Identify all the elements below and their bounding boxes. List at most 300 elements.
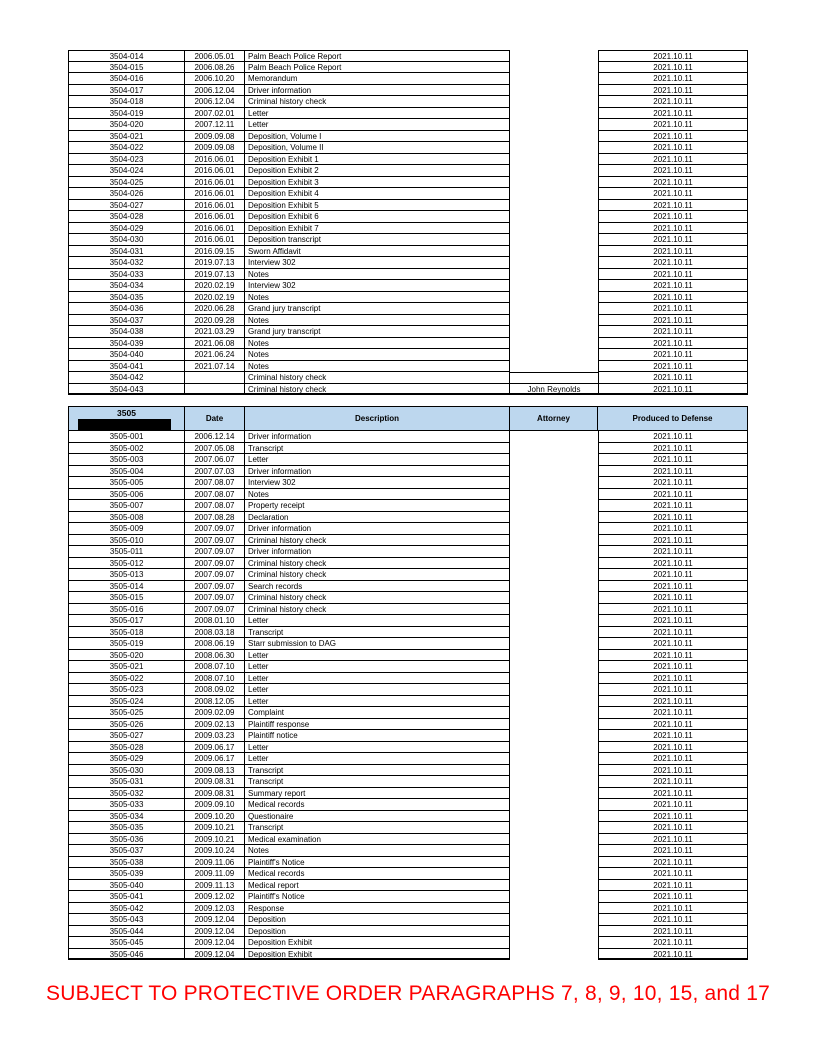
doc-id-cell: 3504-033 [68,269,185,281]
doc-id-cell: 3504-036 [68,303,185,315]
table-row [68,154,748,166]
doc-id-cell: 3505-030 [68,765,185,777]
description-cell: Summary report [245,788,510,800]
doc-id-cell: 3504-024 [68,165,185,177]
produced-cell: 2021.10.11 [598,443,748,455]
date-cell: 2021.06.08 [185,338,245,350]
description-cell: Deposition Exhibit 4 [245,188,510,200]
date-cell: 2006.12.04 [185,96,245,108]
attorney-cell [510,349,598,361]
doc-id-cell: 3505-021 [68,661,185,673]
description-cell: Driver information [245,85,510,97]
table-row [68,949,748,961]
doc-id-cell: 3505-008 [68,512,185,524]
attorney-cell [510,799,598,811]
date-cell: 2006.10.20 [185,73,245,85]
doc-id-cell: 3505-024 [68,696,185,708]
description-cell: Search records [245,581,510,593]
doc-id-cell: 3505-027 [68,730,185,742]
date-cell: 2008.07.10 [185,661,245,673]
doc-id-cell: 3505-015 [68,592,185,604]
exhibit-table-3504 [68,50,748,395]
date-cell: 2008.03.18 [185,627,245,639]
description-cell: Deposition Exhibit 3 [245,177,510,189]
description-cell: Criminal history check [245,372,510,384]
produced-cell: 2021.10.11 [598,431,748,443]
doc-id-cell: 3505-003 [68,454,185,466]
table-row [68,650,748,662]
date-cell: 2009.12.04 [185,914,245,926]
table-row [68,62,748,74]
table-row [68,372,748,384]
table-row [68,822,748,834]
attorney-cell [510,684,598,696]
table-row [68,903,748,915]
doc-id-cell: 3505-037 [68,845,185,857]
description-cell: Deposition Exhibit 1 [245,154,510,166]
redaction-bar [78,419,171,430]
produced-cell: 2021.10.11 [598,742,748,754]
produced-cell: 2021.10.11 [598,188,748,200]
attorney-cell [510,200,598,212]
description-cell: Letter [245,673,510,685]
table-row [68,857,748,869]
attorney-cell [510,661,598,673]
table-row [68,477,748,489]
date-cell: 2007.09.07 [185,604,245,616]
table-row [68,142,748,154]
attorney-cell [510,880,598,892]
attorney-cell [510,165,598,177]
date-cell: 2009.08.31 [185,788,245,800]
date-cell: 2009.03.23 [185,730,245,742]
date-cell: 2006.05.01 [185,50,245,62]
date-cell: 2020.02.19 [185,292,245,304]
table-row [68,361,748,373]
date-cell: 2009.02.09 [185,707,245,719]
description-cell: Letter [245,650,510,662]
attorney-cell [510,131,598,143]
attorney-cell [510,581,598,593]
doc-id-cell: 3505-029 [68,753,185,765]
doc-id-cell: 3505-014 [68,581,185,593]
header-produced-to-defense: Produced to Defense [598,406,748,431]
date-cell: 2021.06.24 [185,349,245,361]
produced-cell: 2021.10.11 [598,372,748,384]
produced-cell: 2021.10.11 [598,85,748,97]
produced-cell: 2021.10.11 [598,303,748,315]
doc-id-cell: 3504-034 [68,280,185,292]
produced-cell: 2021.10.11 [598,788,748,800]
doc-id-cell: 3504-031 [68,246,185,258]
attorney-cell [510,696,598,708]
doc-id-cell: 3504-026 [68,188,185,200]
date-cell: 2007.08.07 [185,477,245,489]
date-cell: 2016.06.01 [185,188,245,200]
date-cell: 2008.07.10 [185,673,245,685]
produced-cell: 2021.10.11 [598,604,748,616]
description-cell: Grand jury transcript [245,326,510,338]
date-cell: 2020.09.28 [185,315,245,327]
date-cell: 2020.02.19 [185,280,245,292]
produced-cell: 2021.10.11 [598,592,748,604]
table-row [68,188,748,200]
doc-id-cell: 3505-028 [68,742,185,754]
table-row [68,581,748,593]
doc-id-cell: 3505-025 [68,707,185,719]
table-row [68,315,748,327]
produced-cell: 2021.10.11 [598,349,748,361]
doc-id-cell: 3504-041 [68,361,185,373]
doc-id-cell: 3505-012 [68,558,185,570]
produced-cell: 2021.10.11 [598,211,748,223]
doc-id-cell: 3505-045 [68,937,185,949]
doc-id-cell: 3504-025 [68,177,185,189]
date-cell: 2007.09.07 [185,558,245,570]
attorney-cell [510,142,598,154]
description-cell: Driver information [245,546,510,558]
description-cell: Notes [245,292,510,304]
attorney-cell [510,673,598,685]
date-cell: 2008.12.05 [185,696,245,708]
attorney-cell [510,546,598,558]
description-cell: Criminal history check [245,384,510,396]
description-cell: Criminal history check [245,558,510,570]
doc-id-cell: 3505-038 [68,857,185,869]
date-cell: 2008.09.02 [185,684,245,696]
attorney-cell [510,857,598,869]
description-cell: Notes [245,269,510,281]
doc-id-cell: 3505-005 [68,477,185,489]
date-cell: 2009.12.04 [185,926,245,938]
doc-id-cell: 3505-042 [68,903,185,915]
date-cell: 2021.07.14 [185,361,245,373]
attorney-cell [510,834,598,846]
attorney-cell [510,246,598,258]
doc-id-cell: 3505-010 [68,535,185,547]
produced-cell: 2021.10.11 [598,661,748,673]
produced-cell: 2021.10.11 [598,512,748,524]
attorney-cell [510,627,598,639]
doc-id-cell: 3504-016 [68,73,185,85]
attorney-cell [510,523,598,535]
attorney-cell [510,776,598,788]
attorney-cell [510,280,598,292]
produced-cell: 2021.10.11 [598,177,748,189]
attorney-cell [510,730,598,742]
attorney-cell [510,338,598,350]
produced-cell: 2021.10.11 [598,822,748,834]
date-cell: 2009.08.31 [185,776,245,788]
description-cell: Letter [245,615,510,627]
date-cell: 2009.09.08 [185,142,245,154]
date-cell: 2007.08.28 [185,512,245,524]
doc-id-cell: 3504-042 [68,372,185,384]
doc-id-cell: 3505-006 [68,489,185,501]
date-cell: 2009.06.17 [185,742,245,754]
date-cell: 2007.02.01 [185,108,245,120]
table-row [68,926,748,938]
attorney-cell [510,512,598,524]
produced-cell: 2021.10.11 [598,50,748,62]
date-cell: 2009.10.20 [185,811,245,823]
description-cell: Plaintiff's Notice [245,891,510,903]
header-doc-id-label: 3505 [117,408,136,418]
table-row [68,326,748,338]
attorney-cell [510,108,598,120]
table-row [68,788,748,800]
table-row [68,753,748,765]
table-row [68,707,748,719]
description-cell: Criminal history check [245,592,510,604]
produced-cell: 2021.10.11 [598,730,748,742]
produced-cell: 2021.10.11 [598,96,748,108]
date-cell [185,372,245,384]
table-row [68,673,748,685]
attorney-cell [510,361,598,373]
description-cell: Letter [245,696,510,708]
date-cell: 2007.09.07 [185,581,245,593]
attorney-cell [510,303,598,315]
table-row [68,349,748,361]
date-cell: 2007.12.11 [185,119,245,131]
date-cell: 2016.06.01 [185,234,245,246]
produced-cell: 2021.10.11 [598,361,748,373]
produced-cell: 2021.10.11 [598,257,748,269]
doc-id-cell: 3504-021 [68,131,185,143]
table-row [68,834,748,846]
description-cell: Notes [245,349,510,361]
description-cell: Medical report [245,880,510,892]
description-cell: Interview 302 [245,477,510,489]
produced-cell: 2021.10.11 [598,62,748,74]
attorney-cell [510,592,598,604]
doc-id-cell: 3504-037 [68,315,185,327]
doc-id-cell: 3505-023 [68,684,185,696]
produced-cell: 2021.10.11 [598,466,748,478]
description-cell: Deposition Exhibit 7 [245,223,510,235]
doc-id-cell: 3504-030 [68,234,185,246]
doc-id-cell: 3504-032 [68,257,185,269]
table-row [68,96,748,108]
doc-id-cell: 3505-033 [68,799,185,811]
attorney-cell [510,558,598,570]
attorney-cell [510,211,598,223]
attorney-cell [510,937,598,949]
table-row [68,211,748,223]
table-row [68,512,748,524]
attorney-cell [510,188,598,200]
doc-id-cell: 3505-018 [68,627,185,639]
date-cell: 2009.02.13 [185,719,245,731]
produced-cell: 2021.10.11 [598,489,748,501]
table-row [68,223,748,235]
doc-id-cell: 3505-031 [68,776,185,788]
doc-id-cell: 3505-035 [68,822,185,834]
description-cell: Palm Beach Police Report [245,62,510,74]
table-header-row [68,406,748,431]
table-row [68,742,748,754]
description-cell: Driver information [245,466,510,478]
date-cell: 2020.06.28 [185,303,245,315]
doc-id-cell: 3504-028 [68,211,185,223]
exhibit-table-3505 [68,406,748,960]
doc-id-cell: 3504-018 [68,96,185,108]
date-cell: 2009.11.13 [185,880,245,892]
date-cell: 2008.01.10 [185,615,245,627]
table-row [68,200,748,212]
attorney-cell [510,62,598,74]
description-cell: Deposition, Volume II [245,142,510,154]
description-cell: Transcript [245,627,510,639]
produced-cell: 2021.10.11 [598,246,748,258]
attorney-cell [510,903,598,915]
doc-id-cell: 3504-040 [68,349,185,361]
attorney-cell [510,454,598,466]
produced-cell: 2021.10.11 [598,581,748,593]
produced-cell: 2021.10.11 [598,500,748,512]
attorney-cell [510,257,598,269]
date-cell: 2007.08.07 [185,500,245,512]
attorney-cell [510,223,598,235]
produced-cell: 2021.10.11 [598,234,748,246]
table-row [68,627,748,639]
attorney-cell [510,719,598,731]
attorney-cell [510,707,598,719]
attorney-cell [510,604,598,616]
description-cell: Plaintiff notice [245,730,510,742]
description-cell: Letter [245,742,510,754]
table-row [68,719,748,731]
date-cell: 2009.12.02 [185,891,245,903]
doc-id-cell: 3504-019 [68,108,185,120]
table-row [68,535,748,547]
date-cell: 2009.10.21 [185,834,245,846]
produced-cell: 2021.10.11 [598,384,748,396]
table-row [68,799,748,811]
description-cell: Medical records [245,868,510,880]
produced-cell: 2021.10.11 [598,949,748,961]
table-row [68,257,748,269]
table-row [68,280,748,292]
doc-id-cell: 3505-022 [68,673,185,685]
table-row [68,914,748,926]
date-cell: 2006.12.04 [185,85,245,97]
attorney-cell: John Reynolds [510,384,598,396]
doc-id-cell: 3505-026 [68,719,185,731]
protective-order-notice: SUBJECT TO PROTECTIVE ORDER PARAGRAPHS 7, 8, 9, 10, 15, and 17 [46,982,770,1005]
attorney-cell [510,742,598,754]
doc-id-cell: 3505-043 [68,914,185,926]
doc-id-cell: 3505-009 [68,523,185,535]
attorney-cell [510,234,598,246]
doc-id-cell: 3504-022 [68,142,185,154]
table-row [68,338,748,350]
description-cell: Notes [245,361,510,373]
produced-cell: 2021.10.11 [598,707,748,719]
table-row [68,431,748,443]
produced-cell: 2021.10.11 [598,200,748,212]
produced-cell: 2021.10.11 [598,937,748,949]
produced-cell: 2021.10.11 [598,926,748,938]
attorney-cell [510,466,598,478]
date-cell: 2007.05.08 [185,443,245,455]
doc-id-cell: 3505-032 [68,788,185,800]
produced-cell: 2021.10.11 [598,880,748,892]
attorney-cell [510,868,598,880]
attorney-cell [510,177,598,189]
table-row [68,73,748,85]
produced-cell: 2021.10.11 [598,765,748,777]
table-row [68,730,748,742]
date-cell: 2006.08.26 [185,62,245,74]
description-cell: Deposition Exhibit [245,937,510,949]
description-cell: Interview 302 [245,257,510,269]
description-cell: Letter [245,684,510,696]
date-cell: 2007.07.03 [185,466,245,478]
date-cell: 2009.11.09 [185,868,245,880]
attorney-cell [510,788,598,800]
produced-cell: 2021.10.11 [598,569,748,581]
attorney-cell [510,500,598,512]
attorney-cell [510,96,598,108]
table-row [68,765,748,777]
description-cell: Deposition Exhibit 5 [245,200,510,212]
produced-cell: 2021.10.11 [598,914,748,926]
table-row [68,500,748,512]
description-cell: Deposition, Volume I [245,131,510,143]
doc-id-cell: 3505-013 [68,569,185,581]
table-row [68,269,748,281]
description-cell: Letter [245,661,510,673]
produced-cell: 2021.10.11 [598,477,748,489]
description-cell: Grand jury transcript [245,303,510,315]
produced-cell: 2021.10.11 [598,142,748,154]
attorney-cell [510,765,598,777]
table-row [68,604,748,616]
table-row [68,303,748,315]
date-cell: 2009.10.24 [185,845,245,857]
description-cell: Driver information [245,523,510,535]
date-cell: 2009.09.08 [185,131,245,143]
attorney-cell [510,477,598,489]
produced-cell: 2021.10.11 [598,546,748,558]
header-date: Date [185,406,245,431]
description-cell: Criminal history check [245,604,510,616]
table-row [68,696,748,708]
description-cell: Transcript [245,776,510,788]
produced-cell: 2021.10.11 [598,673,748,685]
doc-id-cell: 3505-004 [68,466,185,478]
attorney-cell [510,615,598,627]
description-cell: Transcript [245,443,510,455]
doc-id-cell: 3505-016 [68,604,185,616]
table-row [68,108,748,120]
table-row [68,177,748,189]
produced-cell: 2021.10.11 [598,154,748,166]
description-cell: Sworn Affidavit [245,246,510,258]
table-row [68,466,748,478]
date-cell: 2009.11.06 [185,857,245,869]
produced-cell: 2021.10.11 [598,845,748,857]
description-cell: Deposition [245,914,510,926]
attorney-cell [510,638,598,650]
description-cell: Medical examination [245,834,510,846]
table-row [68,880,748,892]
attorney-cell [510,891,598,903]
description-cell: Response [245,903,510,915]
produced-cell: 2021.10.11 [598,338,748,350]
